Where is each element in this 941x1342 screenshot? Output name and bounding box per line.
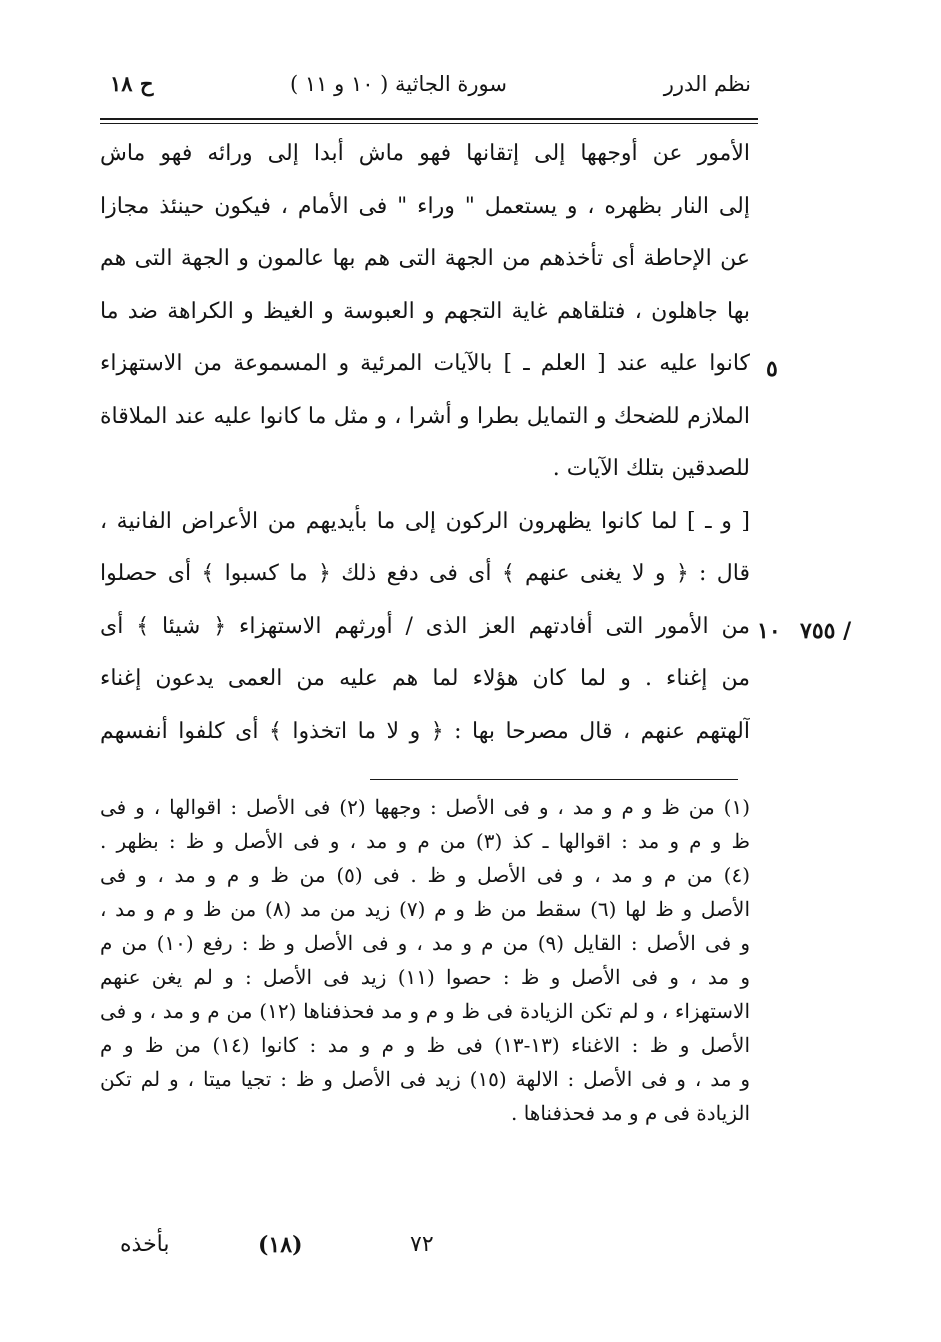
catchword: بأخذه [120, 1232, 170, 1257]
header-rule-thin [100, 123, 758, 124]
footnote-line: و فى الأصل : القايل (٩) من م و مد ، و فى الأصل و ظ : رفع (١٠) من م [100, 931, 750, 955]
line-number-10: ١٠ [757, 618, 781, 644]
text-line: [ و ـ ] لما كانوا يظهرون الركون إلى ما بأيديهم من الأعراض الفانية ، [100, 508, 750, 534]
footnote-rule [370, 779, 738, 780]
line-number-5: ٥ [766, 356, 778, 382]
footnote-line: الأصل و ظ لها (٦) سقط من ظ و م (٧) زيد من مد (٨) من ظ و م و مد ، [100, 897, 750, 921]
text-line: إلى النار بظهره ، و يستعمل " وراء " فى الأمام ، فيكون حينئذ مجازا [100, 193, 750, 219]
text-line: بها جاهلون ، فتلقاهم غاية التجهم و العبوسة و الغيظ و الكراهة ضد ما [100, 298, 750, 324]
footnote-line: الزيادة فى م و مد فحذفناها . [510, 1101, 750, 1125]
page-number: ٧٢ [410, 1232, 434, 1257]
text-line: آلهتهم عنهم ، قال مصرحا بها : ﴿ و لا ما اتخذوا ﴾ أى كلفوا أنفسهم [100, 718, 750, 744]
main-text [100, 128, 750, 758]
footnote-line: و مد ، و فى الأصل و ظ : حصوا (١١) زيد فى الأصل : و لم يغن عنهم [100, 965, 750, 989]
text-line: كانوا عليه عند [ العلم ـ ] بالآيات المرئية و المسموعة من الاستهزاء [100, 351, 750, 376]
signature-mark: (١٨) [258, 1232, 303, 1258]
text-line: للصدقين بتلك الآيات . [552, 456, 750, 481]
running-title-book: نظم الدرر [663, 72, 751, 96]
footnote-line: ظ و م و مد : اقوالها ـ كذ (٣) من م و مد ، و فى الأصل و ظ : بظهر . [100, 829, 750, 853]
text-line: الأمور عن أوجهها إلى إتقانها فهو ماش أبدا إلى ورائه فهو ماش [100, 141, 750, 166]
text-line: قال : ﴿ و لا يغنى عنهم ﴾ أى فى دفع ذلك ﴿ ما كسبوا ﴾ أى حصلوا [100, 561, 750, 586]
manuscript-page-ref: ٧٥٥ / [800, 618, 852, 644]
footnote-line: (٤) من م و مد ، و فى الأصل و ظ . فى (٥) من ظ و م و مد ، و فى [100, 863, 750, 887]
footnotes [100, 790, 750, 1130]
volume-number: ح ١٨ [110, 71, 154, 96]
header-rule [100, 118, 758, 120]
running-title-surah: سورة الجاثية ( ١٠ و ١١ ) [290, 72, 507, 96]
footnote-line: (١) من ظ و م و مد ، و فى الأصل : وجهها (٢) فى الأصل : اقوالها ، و فى [100, 795, 750, 819]
text-line: عن الإحاطة أى تأخذهم من الجهة التى هم بها عالمون و الجهة التى هم [100, 246, 750, 271]
footnote-line: و مد ، و فى الأصل : الالهة (١٥) زيد فى الأصل و ظ : تجيا ميتا ، و لم تكن [100, 1067, 750, 1091]
footnote-line: الاستهزاء ، و لم تكن الزيادة فى ظ و م و مد فحذفناها (١٢) من م و مد ، و فى [100, 999, 750, 1023]
text-line: من الأمور التى أفادتهم العز الذى / أورثهم الاستهزاء ﴿ شيئا ﴾ أى [100, 613, 750, 639]
text-line: من إغناء . و لما كان هؤلاء لما هم عليه من العمى يدعون إغناء [100, 666, 750, 691]
text-line: الملازم للضحك و التمايل بطرا و أشرا ، و مثل ما كانوا عليه عند الملاقاة [100, 403, 750, 429]
footnote-line: الأصل و ظ : الاغناء (١٣-١٣) فى ظ و م و مد : كانوا (١٤) من ظ و م [100, 1033, 750, 1057]
